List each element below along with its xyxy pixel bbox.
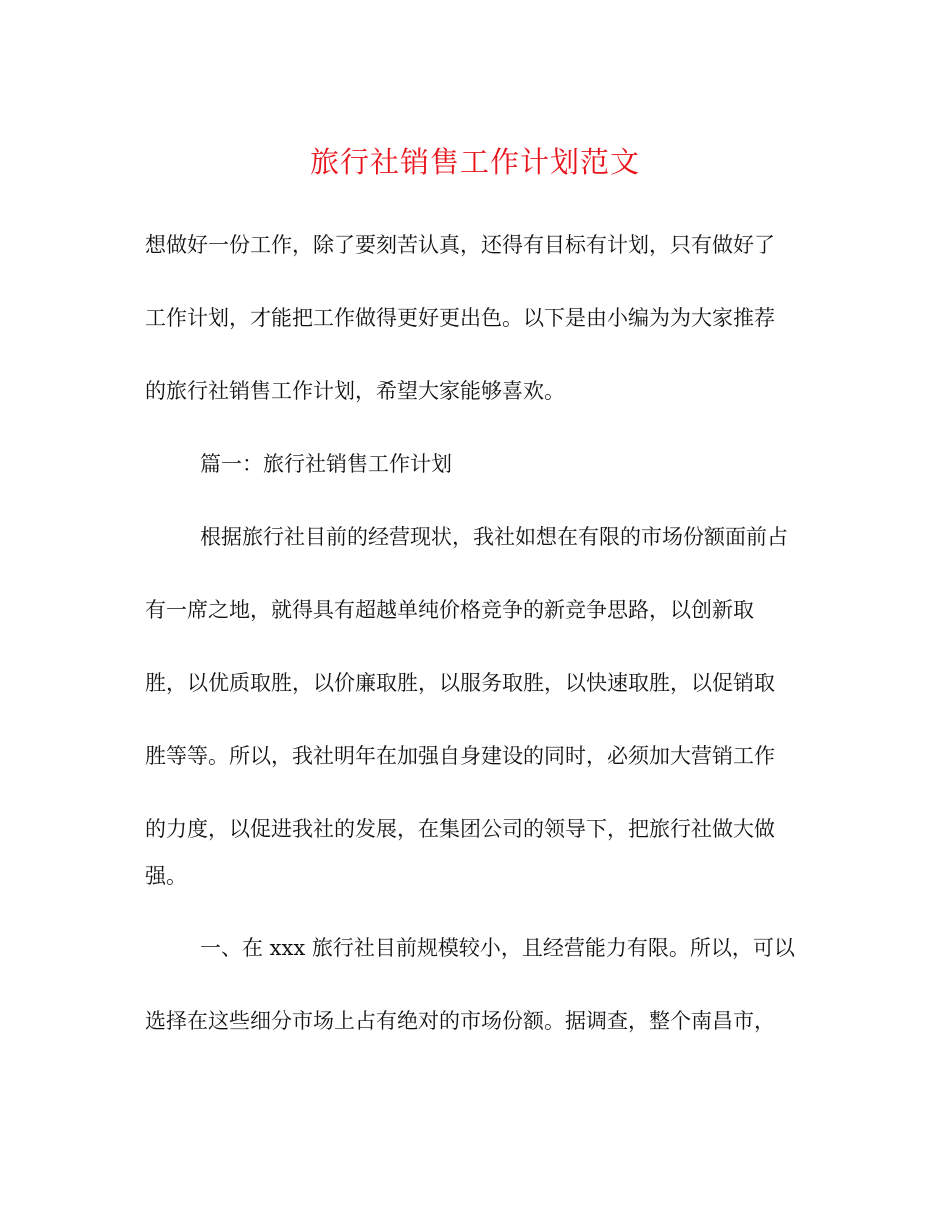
text-line: 有一席之地，就得具有超越单纯价格竞争的新竞争思路，以创新取 <box>145 598 754 622</box>
text-line: 胜，以优质取胜，以价廉取胜，以服务取胜，以快速取胜，以促销取 <box>145 671 775 695</box>
text-line: 强。 <box>145 864 187 888</box>
text-line: 的旅行社销售工作计划，希望大家能够喜欢。 <box>145 379 565 403</box>
section-heading: 篇一：旅行社销售工作计划 <box>200 452 452 476</box>
text-line: 一、在 xxx 旅行社目前规模较小，且经营能力有限。所以，可以 <box>200 936 795 960</box>
text-line: 工作计划，才能把工作做得更好更出色。以下是由小编为为大家推荐 <box>145 306 775 330</box>
text-line: 的力度，以促进我社的发展，在集团公司的领导下，把旅行社做大做 <box>145 817 775 841</box>
text-line: 选择在这些细分市场上占有绝对的市场份额。据调查，整个南昌市， <box>145 1009 775 1033</box>
text-line: 胜等等。所以，我社明年在加强自身建设的同时，必须加大营销工作 <box>145 744 775 768</box>
text-line: 根据旅行社目前的经营现状，我社如想在有限的市场份额面前占 <box>200 525 788 549</box>
document-title: 旅行社销售工作计划范文 <box>309 145 640 179</box>
text-line: 想做好一份工作，除了要刻苦认真，还得有目标有计划，只有做好了 <box>145 233 775 257</box>
